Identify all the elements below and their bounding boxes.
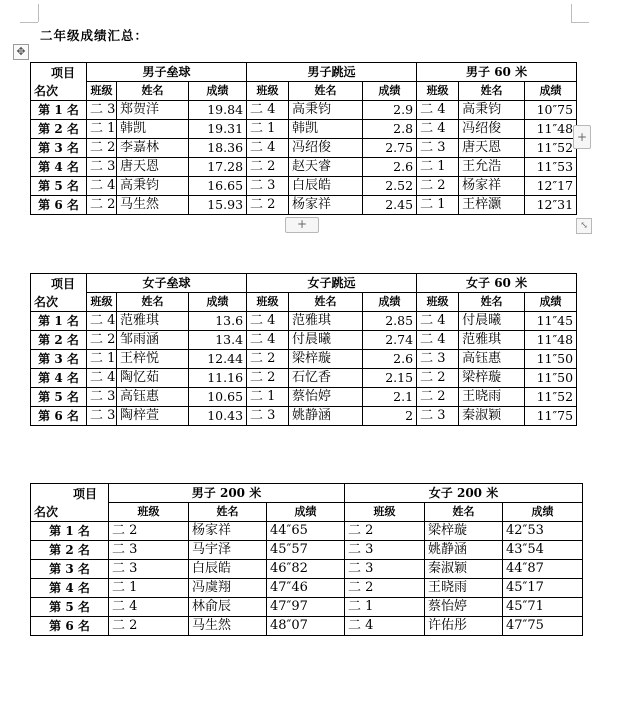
header-row-fields — [31, 293, 577, 312]
class-cell[interactable]: 二 1 — [87, 120, 117, 139]
table-row — [31, 560, 583, 579]
rank-cell: 第 3 名 — [31, 560, 109, 579]
score-cell[interactable]: 2.75 — [363, 139, 417, 158]
event-header: 男子垒球 — [87, 63, 247, 82]
name-cell[interactable]: 马宇泽 — [189, 541, 267, 560]
score-column-header: 成绩 — [267, 503, 345, 522]
score-cell[interactable]: 19.31 — [189, 120, 247, 139]
margin-corner-mark — [20, 22, 38, 23]
name-cell[interactable]: 马生然 — [117, 196, 189, 215]
score-cell[interactable]: 11″48 — [525, 331, 577, 350]
rank-cell: 第 1 名 — [31, 312, 87, 331]
score-cell[interactable]: 11″52 — [525, 388, 577, 407]
name-cell[interactable]: 李嘉林 — [117, 139, 189, 158]
table-row — [31, 312, 577, 331]
score-cell[interactable]: 2.9 — [363, 101, 417, 120]
name-cell[interactable]: 许佑彤 — [425, 617, 503, 636]
name-cell[interactable]: 韩凯 — [117, 120, 189, 139]
rank-cell: 第 3 名 — [31, 139, 87, 158]
rank-cell: 第 3 名 — [31, 350, 87, 369]
class-cell[interactable]: 二 3 — [87, 101, 117, 120]
name-cell[interactable]: 姚静涵 — [289, 407, 363, 426]
score-cell[interactable]: 11″53 — [525, 158, 577, 177]
name-cell[interactable]: 马生然 — [189, 617, 267, 636]
name-cell[interactable]: 高钰惠 — [117, 388, 189, 407]
class-cell[interactable]: 二 2 — [345, 522, 425, 541]
name-cell[interactable]: 秦淑颖 — [425, 560, 503, 579]
name-column-header: 姓名 — [459, 82, 525, 101]
class-cell[interactable]: 二 3 — [247, 177, 289, 196]
table-row — [31, 407, 577, 426]
score-cell[interactable]: 11″50 — [525, 369, 577, 388]
table-row — [31, 579, 583, 598]
rank-cell: 第 6 名 — [31, 196, 87, 215]
class-column-header: 班级 — [417, 293, 459, 312]
score-column-header: 成绩 — [503, 503, 583, 522]
rank-cell: 第 2 名 — [31, 120, 87, 139]
header-row-fields — [31, 82, 577, 101]
name-cell[interactable]: 高秉钧 — [459, 101, 525, 120]
score-cell[interactable]: 2.85 — [363, 312, 417, 331]
table-row — [31, 101, 577, 120]
score-column-header: 成绩 — [189, 82, 247, 101]
score-cell[interactable]: 17.28 — [189, 158, 247, 177]
girls-events-table — [30, 273, 577, 426]
table-row — [31, 196, 577, 215]
class-cell[interactable]: 二 3 — [247, 407, 289, 426]
class-cell[interactable]: 二 3 — [345, 541, 425, 560]
corner-header-cell — [31, 63, 87, 101]
name-cell[interactable]: 邹雨涵 — [117, 331, 189, 350]
name-cell[interactable]: 梁梓璇 — [289, 350, 363, 369]
class-cell[interactable]: 二 3 — [87, 388, 117, 407]
event-header: 男子 60 米 — [417, 63, 577, 82]
name-cell[interactable]: 唐天恩 — [117, 158, 189, 177]
score-cell[interactable]: 11″45 — [525, 312, 577, 331]
table-row — [31, 598, 583, 617]
score-cell[interactable]: 45″17 — [503, 579, 583, 598]
rank-cell: 第 2 名 — [31, 331, 87, 350]
class-cell[interactable]: 二 3 — [417, 350, 459, 369]
name-cell[interactable]: 高钰惠 — [459, 350, 525, 369]
class-column-header: 班级 — [87, 82, 117, 101]
class-cell[interactable]: 二 4 — [417, 312, 459, 331]
class-cell[interactable]: 二 2 — [247, 196, 289, 215]
table-row — [31, 617, 583, 636]
score-cell[interactable]: 15.93 — [189, 196, 247, 215]
corner-header-cell — [31, 484, 109, 522]
name-cell[interactable]: 高秉钧 — [117, 177, 189, 196]
class-cell[interactable]: 二 3 — [345, 560, 425, 579]
header-row-fields — [31, 503, 583, 522]
score-cell[interactable]: 2.74 — [363, 331, 417, 350]
name-cell[interactable]: 白辰皓 — [189, 560, 267, 579]
class-column-header: 班级 — [417, 82, 459, 101]
score-cell[interactable]: 45″57 — [267, 541, 345, 560]
rank-cell: 第 4 名 — [31, 369, 87, 388]
score-cell[interactable]: 2 — [363, 407, 417, 426]
name-cell[interactable]: 秦淑颖 — [459, 407, 525, 426]
name-cell[interactable]: 杨家祥 — [459, 177, 525, 196]
class-cell[interactable]: 二 3 — [417, 139, 459, 158]
score-cell[interactable]: 45″71 — [503, 598, 583, 617]
name-cell[interactable]: 范雅琪 — [117, 312, 189, 331]
class-cell[interactable]: 二 4 — [87, 177, 117, 196]
page-title: 二年级成绩汇总： — [40, 28, 149, 43]
name-cell[interactable]: 陶忆茹 — [117, 369, 189, 388]
name-cell[interactable]: 赵天睿 — [289, 158, 363, 177]
event-header: 女子 200 米 — [345, 484, 583, 503]
table-row — [31, 331, 577, 350]
class-cell[interactable]: 二 1 — [109, 579, 189, 598]
header-row-events — [31, 63, 577, 82]
score-cell[interactable]: 2.45 — [363, 196, 417, 215]
name-cell[interactable]: 高秉钧 — [289, 101, 363, 120]
rank-cell: 第 4 名 — [31, 158, 87, 177]
class-cell[interactable]: 二 4 — [87, 369, 117, 388]
score-column-header: 成绩 — [363, 293, 417, 312]
name-column-header: 姓名 — [189, 503, 267, 522]
corner-label-rank: 名次 — [34, 83, 59, 98]
class-cell[interactable]: 二 2 — [417, 369, 459, 388]
corner-label-item: 项目 — [50, 276, 75, 291]
name-cell[interactable]: 蔡怡婷 — [289, 388, 363, 407]
rank-cell: 第 5 名 — [31, 177, 87, 196]
margin-corner-mark — [38, 4, 39, 22]
name-cell[interactable]: 林俞辰 — [189, 598, 267, 617]
name-cell[interactable]: 梁梓璇 — [459, 369, 525, 388]
score-column-header: 成绩 — [189, 293, 247, 312]
class-cell[interactable]: 二 2 — [247, 369, 289, 388]
score-cell[interactable]: 10.43 — [189, 407, 247, 426]
score-cell[interactable]: 44″87 — [503, 560, 583, 579]
name-cell[interactable]: 陶梓萱 — [117, 407, 189, 426]
name-cell[interactable]: 石忆香 — [289, 369, 363, 388]
boys-events-table — [30, 62, 577, 215]
table-move-handle-icon[interactable]: ✥ — [13, 44, 29, 60]
name-column-header: 姓名 — [117, 82, 189, 101]
score-cell[interactable]: 42″53 — [503, 522, 583, 541]
score-cell[interactable]: 11″50 — [525, 350, 577, 369]
class-column-header: 班级 — [109, 503, 189, 522]
class-column-header: 班级 — [247, 82, 289, 101]
header-row-events — [31, 484, 583, 503]
margin-corner-mark — [571, 4, 572, 22]
rank-cell: 第 6 名 — [31, 407, 87, 426]
score-column-header: 成绩 — [363, 82, 417, 101]
class-cell[interactable]: 二 1 — [247, 388, 289, 407]
score-cell[interactable]: 48″07 — [267, 617, 345, 636]
name-column-header: 姓名 — [459, 293, 525, 312]
table-row — [31, 369, 577, 388]
class-cell[interactable]: 二 3 — [417, 407, 459, 426]
name-cell[interactable]: 王梓灏 — [459, 196, 525, 215]
name-cell[interactable]: 韩凯 — [289, 120, 363, 139]
score-cell[interactable]: 2.52 — [363, 177, 417, 196]
name-cell[interactable]: 梁梓璇 — [425, 522, 503, 541]
name-cell[interactable]: 王晓雨 — [425, 579, 503, 598]
class-cell[interactable]: 二 1 — [247, 120, 289, 139]
event-header: 女子垒球 — [87, 274, 247, 293]
table-row — [31, 541, 583, 560]
rank-cell: 第 5 名 — [31, 388, 87, 407]
rank-cell: 第 1 名 — [31, 522, 109, 541]
name-cell[interactable]: 姚静涵 — [425, 541, 503, 560]
score-column-header: 成绩 — [525, 293, 577, 312]
name-cell[interactable]: 冯虞翔 — [189, 579, 267, 598]
class-cell[interactable]: 二 4 — [417, 331, 459, 350]
name-cell[interactable]: 蔡怡婷 — [425, 598, 503, 617]
name-cell[interactable]: 唐天恩 — [459, 139, 525, 158]
class-cell[interactable]: 二 3 — [109, 560, 189, 579]
class-cell[interactable]: 二 2 — [109, 617, 189, 636]
class-cell[interactable]: 二 4 — [345, 617, 425, 636]
class-cell[interactable]: 二 2 — [247, 158, 289, 177]
header-row-events — [31, 274, 577, 293]
class-cell[interactable]: 二 1 — [417, 196, 459, 215]
table-row — [31, 350, 577, 369]
class-cell[interactable]: 二 4 — [247, 331, 289, 350]
score-cell[interactable]: 13.4 — [189, 331, 247, 350]
name-cell[interactable]: 杨家祥 — [289, 196, 363, 215]
score-cell[interactable]: 43″54 — [503, 541, 583, 560]
corner-label-rank: 名次 — [34, 294, 59, 309]
name-cell[interactable]: 付晨曦 — [289, 331, 363, 350]
table-row — [31, 120, 577, 139]
name-cell[interactable]: 王梓悦 — [117, 350, 189, 369]
table-resize-handle-icon[interactable]: ⤡ — [576, 218, 592, 234]
class-cell[interactable]: 二 1 — [345, 598, 425, 617]
score-cell[interactable]: 2.6 — [363, 158, 417, 177]
table-row — [31, 388, 577, 407]
score-cell[interactable]: 2.15 — [363, 369, 417, 388]
class-cell[interactable]: 二 1 — [417, 158, 459, 177]
corner-label-item: 项目 — [50, 65, 75, 80]
score-column-header: 成绩 — [525, 82, 577, 101]
class-cell[interactable]: 二 2 — [345, 579, 425, 598]
score-cell[interactable]: 11.16 — [189, 369, 247, 388]
rank-cell: 第 5 名 — [31, 598, 109, 617]
corner-label-rank: 名次 — [34, 504, 59, 519]
name-column-header: 姓名 — [289, 293, 363, 312]
class-cell[interactable]: 二 4 — [247, 312, 289, 331]
name-cell[interactable]: 郑贺洋 — [117, 101, 189, 120]
class-cell[interactable]: 二 2 — [109, 522, 189, 541]
score-cell[interactable]: 13.6 — [189, 312, 247, 331]
score-cell[interactable]: 46″82 — [267, 560, 345, 579]
name-cell[interactable]: 付晨曦 — [459, 312, 525, 331]
score-cell[interactable]: 11″52 — [525, 139, 577, 158]
score-cell[interactable]: 12″17 — [525, 177, 577, 196]
class-cell[interactable]: 二 2 — [247, 350, 289, 369]
name-cell[interactable]: 杨家祥 — [189, 522, 267, 541]
class-cell[interactable]: 二 3 — [87, 407, 117, 426]
class-column-header: 班级 — [345, 503, 425, 522]
event-header: 男子 200 米 — [109, 484, 345, 503]
name-column-header: 姓名 — [117, 293, 189, 312]
class-cell[interactable]: 二 2 — [417, 177, 459, 196]
add-row-button[interactable]: + — [285, 217, 319, 233]
score-cell[interactable]: 47″46 — [267, 579, 345, 598]
rank-cell: 第 6 名 — [31, 617, 109, 636]
score-cell[interactable]: 11″48 — [525, 120, 577, 139]
rank-cell: 第 4 名 — [31, 579, 109, 598]
rank-cell: 第 2 名 — [31, 541, 109, 560]
event-header: 男子跳远 — [247, 63, 417, 82]
score-cell[interactable]: 12.44 — [189, 350, 247, 369]
score-cell[interactable]: 11″75 — [525, 407, 577, 426]
class-cell[interactable]: 二 4 — [247, 101, 289, 120]
score-cell[interactable]: 2.8 — [363, 120, 417, 139]
table-row — [31, 158, 577, 177]
name-cell[interactable]: 冯绍俊 — [459, 120, 525, 139]
class-cell[interactable]: 二 2 — [87, 139, 117, 158]
class-cell[interactable]: 二 2 — [87, 331, 117, 350]
score-cell[interactable]: 47″97 — [267, 598, 345, 617]
class-cell[interactable]: 二 2 — [87, 196, 117, 215]
class-cell[interactable]: 二 4 — [417, 101, 459, 120]
name-cell[interactable]: 王晓雨 — [459, 388, 525, 407]
class-cell[interactable]: 二 2 — [417, 388, 459, 407]
score-cell[interactable]: 10″75 — [525, 101, 577, 120]
corner-header-cell — [31, 274, 87, 312]
event-header: 女子跳远 — [247, 274, 417, 293]
class-cell[interactable]: 二 3 — [109, 541, 189, 560]
name-cell[interactable]: 冯绍俊 — [289, 139, 363, 158]
name-cell[interactable]: 范雅琪 — [289, 312, 363, 331]
class-cell[interactable]: 二 4 — [417, 120, 459, 139]
score-cell[interactable]: 44″65 — [267, 522, 345, 541]
score-cell[interactable]: 2.6 — [363, 350, 417, 369]
score-cell[interactable]: 16.65 — [189, 177, 247, 196]
score-cell[interactable]: 2.1 — [363, 388, 417, 407]
name-cell[interactable]: 王允浩 — [459, 158, 525, 177]
class-cell[interactable]: 二 3 — [87, 158, 117, 177]
class-column-header: 班级 — [247, 293, 289, 312]
corner-label-item: 项目 — [72, 486, 97, 501]
add-column-button[interactable]: + — [573, 125, 591, 149]
200m-table — [30, 483, 583, 636]
name-cell[interactable]: 白辰皓 — [289, 177, 363, 196]
score-cell[interactable]: 18.36 — [189, 139, 247, 158]
class-cell[interactable]: 二 4 — [109, 598, 189, 617]
table-row — [31, 177, 577, 196]
class-cell[interactable]: 二 1 — [87, 350, 117, 369]
rank-cell: 第 1 名 — [31, 101, 87, 120]
score-cell[interactable]: 12″31 — [525, 196, 577, 215]
score-cell[interactable]: 47″75 — [503, 617, 583, 636]
event-header: 女子 60 米 — [417, 274, 577, 293]
score-cell[interactable]: 19.84 — [189, 101, 247, 120]
class-cell[interactable]: 二 4 — [247, 139, 289, 158]
class-column-header: 班级 — [87, 293, 117, 312]
name-cell[interactable]: 范雅琪 — [459, 331, 525, 350]
class-cell[interactable]: 二 4 — [87, 312, 117, 331]
name-column-header: 姓名 — [425, 503, 503, 522]
table-row — [31, 522, 583, 541]
score-cell[interactable]: 10.65 — [189, 388, 247, 407]
margin-corner-mark — [571, 22, 589, 23]
table-row — [31, 139, 577, 158]
name-column-header: 姓名 — [289, 82, 363, 101]
